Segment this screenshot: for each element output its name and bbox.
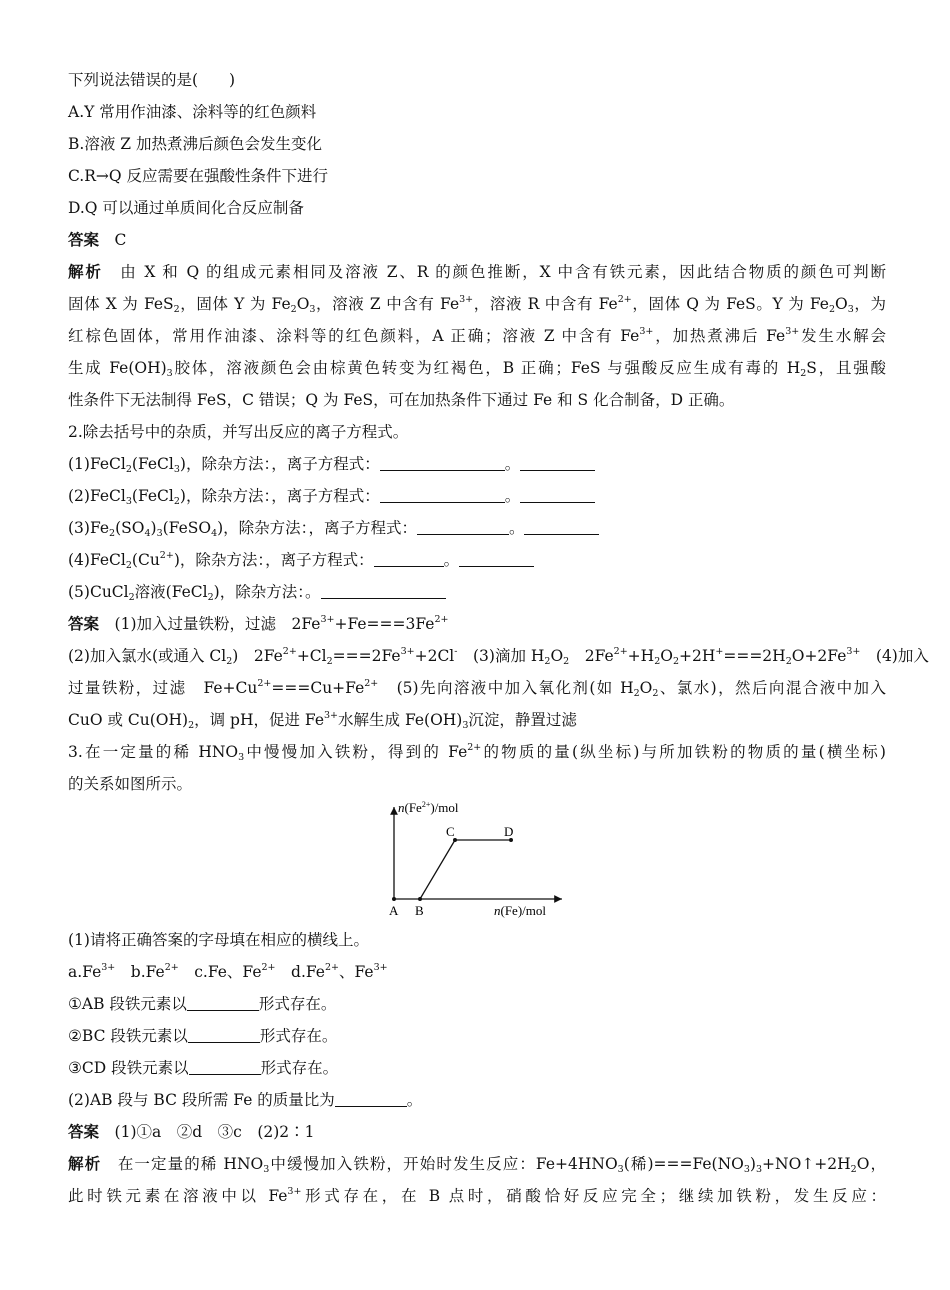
answer-blank[interactable]: [380, 488, 505, 503]
explanation-3-line-2: 此时铁元素在溶液中以 $Fe^{3+}$形式存在，在 B 点时，硝酸恰好反应完全；继续加铁粉，发生反应：: [68, 1186, 886, 1205]
question-3-part-1: (1)请将正确答案的字母填在相应的横线上。: [68, 931, 369, 949]
explanation-3-line-1: 解析 在一定量的稀 $HNO_3$中缓慢加入铁粉，开始时发生反应：$Fe+4HNO_3$(稀)$===Fe(NO_3)_3+NO↑+2H_2O$，: [68, 1154, 886, 1175]
answer-label: 答案: [68, 230, 100, 249]
option-b: B.溶液 Z 加热煮沸后颜色会发生变化: [68, 135, 322, 153]
answer-2-line-1: 答案 (1)加入过量铁粉，过滤 $2Fe^{3+}+Fe===3Fe^{2+}$: [68, 614, 449, 633]
label-b: B: [415, 903, 424, 918]
answer-blank[interactable]: [417, 520, 509, 535]
explanation-1-line-3: 红棕色固体，常用作油漆、涂料等的红色颜料，A 正确；溶液 Z 中含有 $Fe^{3+}$，加热煮沸后 $Fe^{3+}$发生水解会: [68, 326, 886, 345]
answer-label: 答案: [68, 1122, 100, 1141]
answer-blank[interactable]: [374, 552, 444, 567]
question-3-blank-2: ②BC 段铁元素以 形式存在。: [68, 1027, 338, 1045]
option-c: C.R→Q 反应需要在强酸性条件下进行: [68, 167, 329, 185]
question-3-line-2: 的关系如图所示。: [68, 775, 193, 793]
answer-label: 答案: [68, 614, 100, 633]
arrow-icon: →: [95, 167, 109, 185]
question-2-item-4: $(4)FeCl_2(Cu^{2+})$，除杂方法：，离子方程式： 。: [68, 550, 886, 570]
answer-2-line-2: (2)加入氯水(或通入 $Cl_2$) $2Fe^{2+}+Cl_2===2Fe^{3+}+2Cl^-$ (3)滴加 $H_2O_2$ $2Fe^{2+}+H_2O_2+2H^+===2H_2O+2Fe^{3+}$ (4)加入: [68, 646, 929, 667]
explanation-label: 解析: [68, 262, 103, 281]
answer-2-line-4: CuO 或 $Cu(OH)_2$，调 pH，促进 $Fe^{3+}$水解生成 $Fe(OH)_3$沉淀，静置过滤: [68, 710, 577, 731]
answer-blank[interactable]: [321, 584, 446, 599]
option-d: D.Q 可以通过单质间化合反应制备: [68, 199, 304, 217]
question-2-item-3: $(3)Fe_2(SO_4)_3(FeSO_4)$，除杂方法：，离子方程式： 。: [68, 518, 886, 538]
fe2-vs-fe-graph: [370, 795, 590, 920]
explanation-1-line-2: 固体 X 为 FeS$_2$，固体 Y 为 $Fe_2O_3$，溶液 Z 中含有 $Fe^{3+}$，溶液 R 中含有 $Fe^{2+}$，固体 Q 为 FeS。Y 为 $Fe_2O_3$，为: [68, 294, 886, 315]
answer-blank[interactable]: [380, 456, 505, 471]
answer-2-line-3: 过量铁粉，过滤 $Fe+Cu^{2+}===Cu+Fe^{2+}$ (5)先向溶液中加入氧化剂(如 $H_2O_2$、氯水)，然后向混合液中加入: [68, 678, 886, 699]
point-b: [418, 897, 422, 901]
question-3-blank-1: ①AB 段铁元素以 形式存在。: [68, 995, 337, 1013]
question-3-part-2: (2)AB 段与 BC 段所需 Fe 的质量比为 。: [68, 1091, 423, 1109]
question-3-blank-3: ③CD 段铁元素以 形式存在。: [68, 1059, 339, 1077]
question-2-item-1: (1)FeCl$_2$(FeCl$_3$)，除杂方法：，离子方程式： 。: [68, 454, 886, 474]
y-axis-label: $n(Fe^{2+})$/mol: [398, 800, 459, 815]
question-2-title: 2.除去括号中的杂质，并写出反应的离子方程式。: [68, 423, 409, 441]
segment-bc: [420, 840, 455, 899]
answer-3: 答案 (1)①a ②d ③c (2)2∶1: [68, 1122, 315, 1141]
explanation-1-line-4: 生成 $Fe(OH)_3$胶体，溶液颜色会由棕黄色转变为红褐色，B 正确；FeS 与强酸反应生成有毒的 $H_2S$，且强酸: [68, 359, 887, 379]
explanation-label: 解析: [68, 1154, 102, 1173]
question-3-choices: $a.Fe^{3+}$ $b.Fe^{2+}$ c.Fe、$Fe^{2+}$ $d.Fe^{2+}$、$Fe^{3+}$: [68, 962, 388, 981]
x-axis-label: n(Fe)/mol: [494, 903, 546, 918]
question-2-item-5: (5)CuCl$_2$溶液(FeCl$_2$)，除杂方法：。: [68, 582, 886, 602]
question-3-line-1: 3.在一定量的稀 $HNO_3$中慢慢加入铁粉，得到的 $Fe^{2+}$的物质的量(纵坐标)与所加铁粉的物质的量(横坐标): [68, 742, 886, 763]
label-a: A: [389, 903, 399, 918]
answer-blank[interactable]: [520, 456, 595, 471]
point-a: [392, 897, 396, 901]
answer-1: 答案 C: [68, 230, 127, 249]
answer-blank[interactable]: [520, 488, 595, 503]
label-c: C: [446, 824, 455, 839]
question-2-item-2: (2)FeCl$_3$(FeCl$_2$)，除杂方法：，离子方程式： 。: [68, 486, 886, 506]
explanation-1-line-5: 性条件下无法制得 FeS，C 错误；Q 为 FeS，可在加热条件下通过 Fe 和 S 化合制备，D 正确。: [68, 391, 735, 409]
answer-blank[interactable]: [524, 520, 599, 535]
answer-blank[interactable]: [459, 552, 534, 567]
question-stem: 下列说法错误的是( ): [68, 71, 236, 89]
label-d: D: [504, 824, 514, 839]
explanation-1-line-1: 解析 由 X 和 Q 的组成元素相同及溶液 Z、R 的颜色推断，X 中含有铁元素，因此结合物质的颜色可判断: [68, 262, 886, 281]
option-a: A.Y 常用作油漆、涂料等的红色颜料: [68, 103, 317, 121]
